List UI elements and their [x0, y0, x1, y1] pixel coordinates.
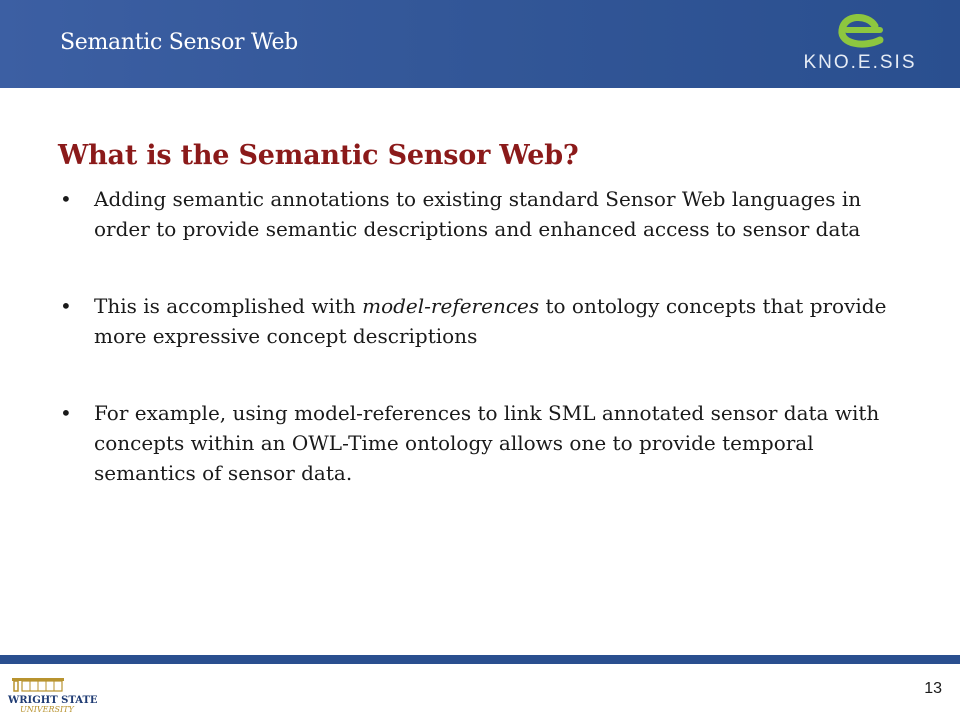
bullet-item: [60, 398, 890, 488]
logo-text: KNO.E.SIS: [803, 52, 917, 73]
bullet-italic-term: model-references: [362, 294, 540, 318]
bullet-dot-icon: •: [60, 401, 72, 425]
bullet-text-part: to ontology concepts that provide more expressive concept descriptions: [94, 294, 887, 348]
wright-state-university-logo: [6, 670, 98, 714]
bullet-text: For example, using model-references to link SML annotated sensor data with concepts within an OWL-Time ontology allows one to provide temporal semantics of sensor data.: [94, 401, 880, 485]
header-title: Semantic Sensor Web: [60, 30, 298, 55]
wsu-logo-text-2: UNIVERSITY: [20, 705, 74, 714]
bullet-dot-icon: •: [60, 187, 72, 211]
wsu-logo-text-1: WRIGHT STATE: [8, 695, 98, 706]
bullet-text-part: This is accomplished with: [94, 294, 363, 318]
page-number: 13: [924, 680, 942, 697]
knoesis-logo: [780, 8, 940, 80]
slide-heading: What is the Semantic Sensor Web?: [58, 140, 579, 171]
bullet-item: [60, 291, 890, 351]
bullet-text: Adding semantic annotations to existing standard Sensor Web languages in order to provide semantic descriptions and enhanced access to sensor data: [94, 187, 862, 241]
footer-divider: [0, 655, 960, 664]
slide-header: [0, 0, 960, 88]
bullet-list: [60, 184, 890, 535]
bullet-dot-icon: •: [60, 294, 72, 318]
bullet-item: [60, 184, 890, 244]
